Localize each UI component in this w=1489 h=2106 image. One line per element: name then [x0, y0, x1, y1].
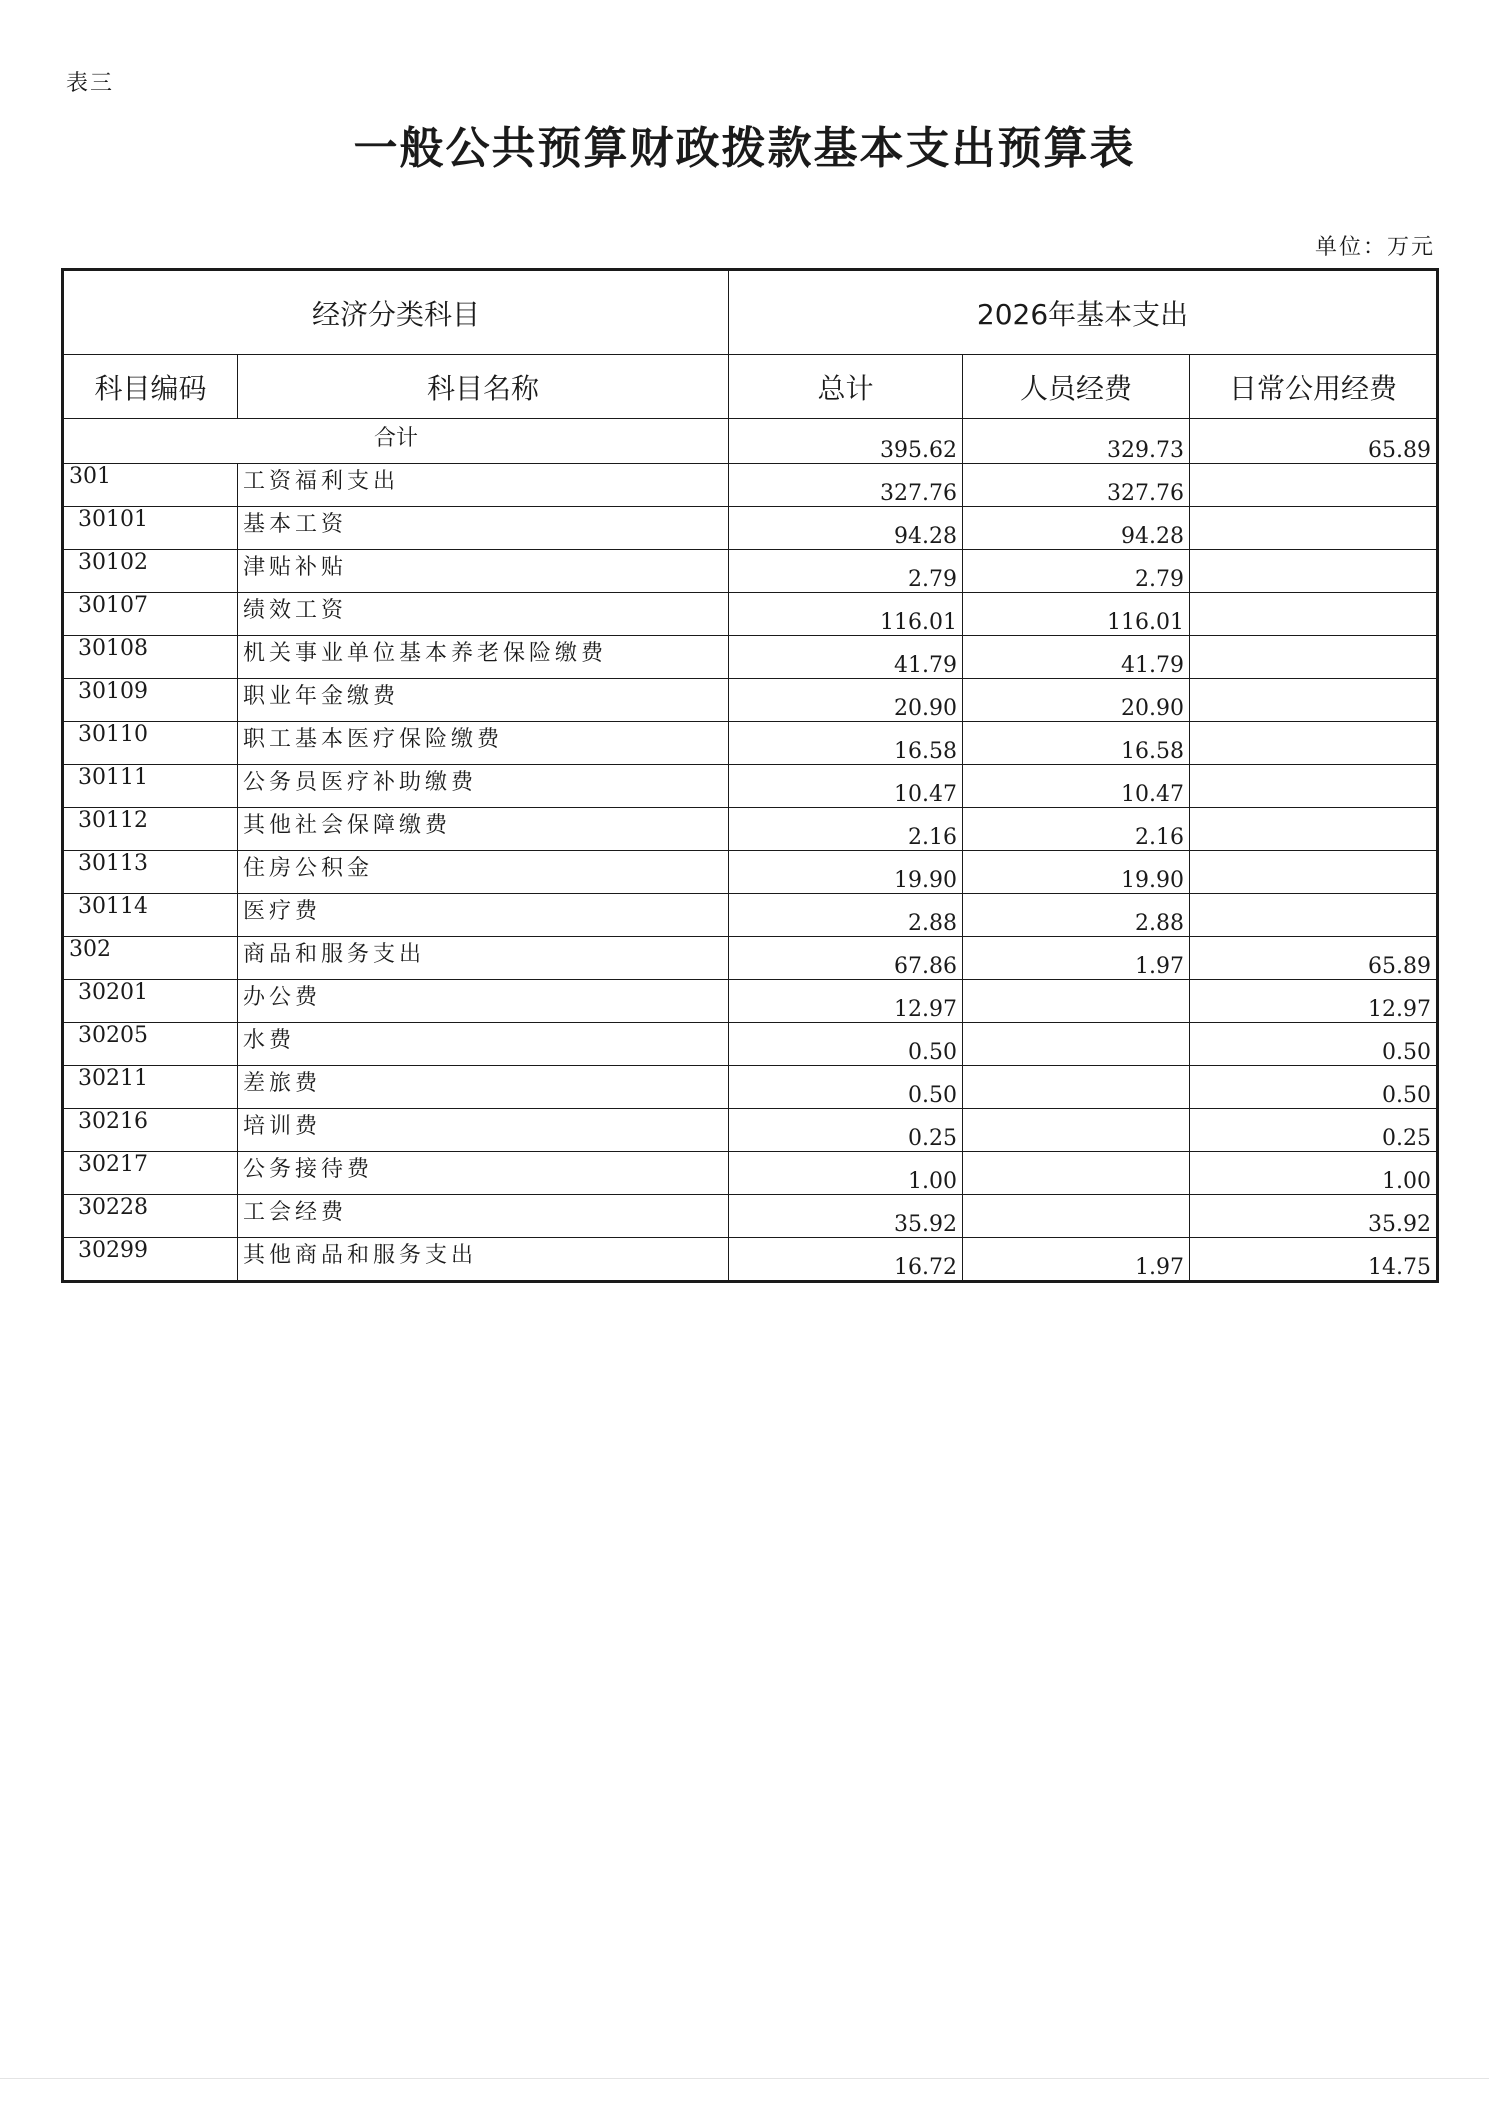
row-code-cell: 30101: [63, 507, 238, 550]
row-code-cell: 30299: [63, 1238, 238, 1282]
table-row: [63, 851, 1438, 894]
row-personnel-cell: [963, 1152, 1190, 1195]
table-row: [63, 464, 1438, 507]
table-row: [63, 1195, 1438, 1238]
row-public-cell: [1190, 894, 1438, 937]
row-public-cell: 65.89: [1190, 937, 1438, 980]
table-row: [63, 507, 1438, 550]
row-code-cell: 30113: [63, 851, 238, 894]
row-code-cell: 30216: [63, 1109, 238, 1152]
row-code-cell: 30112: [63, 808, 238, 851]
row-public-cell: 1.00: [1190, 1152, 1438, 1195]
row-name-cell: 津贴补贴: [238, 550, 729, 593]
row-public-cell: 35.92: [1190, 1195, 1438, 1238]
row-total-cell: 16.58: [729, 722, 963, 765]
row-name-cell: 办公费: [238, 980, 729, 1023]
row-public-cell: 0.50: [1190, 1023, 1438, 1066]
header-row-columns: [63, 355, 1438, 419]
row-total-cell: 0.50: [729, 1023, 963, 1066]
row-personnel-cell: 327.76: [963, 464, 1190, 507]
row-public-cell: 0.25: [1190, 1109, 1438, 1152]
header-year-group: 2026年基本支出: [729, 270, 1438, 355]
row-personnel-cell: 116.01: [963, 593, 1190, 636]
row-personnel-cell: 1.97: [963, 1238, 1190, 1282]
row-total-cell: 2.79: [729, 550, 963, 593]
document-label: 表三: [66, 71, 115, 96]
row-total-cell: 16.72: [729, 1238, 963, 1282]
row-code-cell: 302: [63, 937, 238, 980]
table-row: [63, 722, 1438, 765]
row-personnel-cell: 1.97: [963, 937, 1190, 980]
row-name-cell: 其他商品和服务支出: [238, 1238, 729, 1282]
table-row: [63, 550, 1438, 593]
row-name-cell: 工资福利支出: [238, 464, 729, 507]
row-name-cell: 公务员医疗补助缴费: [238, 765, 729, 808]
row-name-cell: 机关事业单位基本养老保险缴费: [238, 636, 729, 679]
row-total-cell: 327.76: [729, 464, 963, 507]
row-total-cell: 0.25: [729, 1109, 963, 1152]
row-name-cell: 绩效工资: [238, 593, 729, 636]
table-row: [63, 980, 1438, 1023]
row-total-cell: 1.00: [729, 1152, 963, 1195]
row-personnel-cell: 2.79: [963, 550, 1190, 593]
total-row: [63, 419, 1438, 464]
table-row: [63, 765, 1438, 808]
row-code-cell: 30211: [63, 1066, 238, 1109]
total-public-cell: 65.89: [1190, 419, 1438, 464]
row-personnel-cell: 2.16: [963, 808, 1190, 851]
table-row: [63, 1109, 1438, 1152]
row-public-cell: [1190, 765, 1438, 808]
total-label: 合计: [63, 419, 729, 464]
header-personnel: 人员经费: [963, 355, 1190, 419]
row-public-cell: [1190, 593, 1438, 636]
header-code: 科目编码: [63, 355, 238, 419]
page-title: 一般公共预算财政拨款基本支出预算表: [353, 123, 1136, 174]
row-personnel-cell: [963, 980, 1190, 1023]
table-row: [63, 1023, 1438, 1066]
row-code-cell: 30107: [63, 593, 238, 636]
row-total-cell: 41.79: [729, 636, 963, 679]
row-code-cell: 30201: [63, 980, 238, 1023]
row-personnel-cell: 2.88: [963, 894, 1190, 937]
row-total-cell: 10.47: [729, 765, 963, 808]
table-row: [63, 636, 1438, 679]
row-personnel-cell: [963, 1195, 1190, 1238]
row-name-cell: 差旅费: [238, 1066, 729, 1109]
row-total-cell: 67.86: [729, 937, 963, 980]
row-name-cell: 住房公积金: [238, 851, 729, 894]
row-code-cell: 30111: [63, 765, 238, 808]
table-row: [63, 1066, 1438, 1109]
row-total-cell: 2.88: [729, 894, 963, 937]
row-name-cell: 商品和服务支出: [238, 937, 729, 980]
table-row: [63, 679, 1438, 722]
row-total-cell: 35.92: [729, 1195, 963, 1238]
row-code-cell: 30108: [63, 636, 238, 679]
row-public-cell: [1190, 636, 1438, 679]
row-public-cell: [1190, 808, 1438, 851]
row-code-cell: 30102: [63, 550, 238, 593]
row-name-cell: 医疗费: [238, 894, 729, 937]
row-personnel-cell: 41.79: [963, 636, 1190, 679]
table-row: [63, 808, 1438, 851]
table-row: [63, 1152, 1438, 1195]
row-code-cell: 30110: [63, 722, 238, 765]
row-public-cell: 12.97: [1190, 980, 1438, 1023]
budget-table: [61, 268, 1439, 1283]
row-name-cell: 公务接待费: [238, 1152, 729, 1195]
row-personnel-cell: 16.58: [963, 722, 1190, 765]
row-total-cell: 2.16: [729, 808, 963, 851]
row-name-cell: 其他社会保障缴费: [238, 808, 729, 851]
row-public-cell: [1190, 550, 1438, 593]
table-row: [63, 937, 1438, 980]
row-name-cell: 培训费: [238, 1109, 729, 1152]
table-row: [63, 1238, 1438, 1282]
row-name-cell: 职工基本医疗保险缴费: [238, 722, 729, 765]
header-category-group: 经济分类科目: [63, 270, 729, 355]
total-total-cell: 395.62: [729, 419, 963, 464]
row-public-cell: [1190, 464, 1438, 507]
page-edge-line: [0, 2078, 1489, 2079]
row-total-cell: 94.28: [729, 507, 963, 550]
row-total-cell: 19.90: [729, 851, 963, 894]
row-total-cell: 0.50: [729, 1066, 963, 1109]
row-personnel-cell: [963, 1066, 1190, 1109]
row-public-cell: 14.75: [1190, 1238, 1438, 1282]
row-total-cell: 116.01: [729, 593, 963, 636]
row-name-cell: 水费: [238, 1023, 729, 1066]
row-personnel-cell: [963, 1023, 1190, 1066]
row-code-cell: 30217: [63, 1152, 238, 1195]
row-code-cell: 30109: [63, 679, 238, 722]
row-public-cell: [1190, 722, 1438, 765]
header-name: 科目名称: [238, 355, 729, 419]
row-public-cell: [1190, 507, 1438, 550]
row-personnel-cell: 94.28: [963, 507, 1190, 550]
row-total-cell: 12.97: [729, 980, 963, 1023]
row-public-cell: [1190, 679, 1438, 722]
table-row: [63, 894, 1438, 937]
row-personnel-cell: 10.47: [963, 765, 1190, 808]
row-code-cell: 30205: [63, 1023, 238, 1066]
row-code-cell: 301: [63, 464, 238, 507]
row-personnel-cell: [963, 1109, 1190, 1152]
total-personnel-cell: 329.73: [963, 419, 1190, 464]
row-name-cell: 职业年金缴费: [238, 679, 729, 722]
header-row-group: [63, 270, 1438, 355]
row-code-cell: 30114: [63, 894, 238, 937]
row-public-cell: [1190, 851, 1438, 894]
row-name-cell: 工会经费: [238, 1195, 729, 1238]
row-personnel-cell: 20.90: [963, 679, 1190, 722]
unit-label: 单位：万元: [1314, 235, 1435, 260]
row-public-cell: 0.50: [1190, 1066, 1438, 1109]
table-row: [63, 593, 1438, 636]
header-total: 总计: [729, 355, 963, 419]
row-name-cell: 基本工资: [238, 507, 729, 550]
header-public: 日常公用经费: [1190, 355, 1438, 419]
row-personnel-cell: 19.90: [963, 851, 1190, 894]
row-total-cell: 20.90: [729, 679, 963, 722]
row-code-cell: 30228: [63, 1195, 238, 1238]
